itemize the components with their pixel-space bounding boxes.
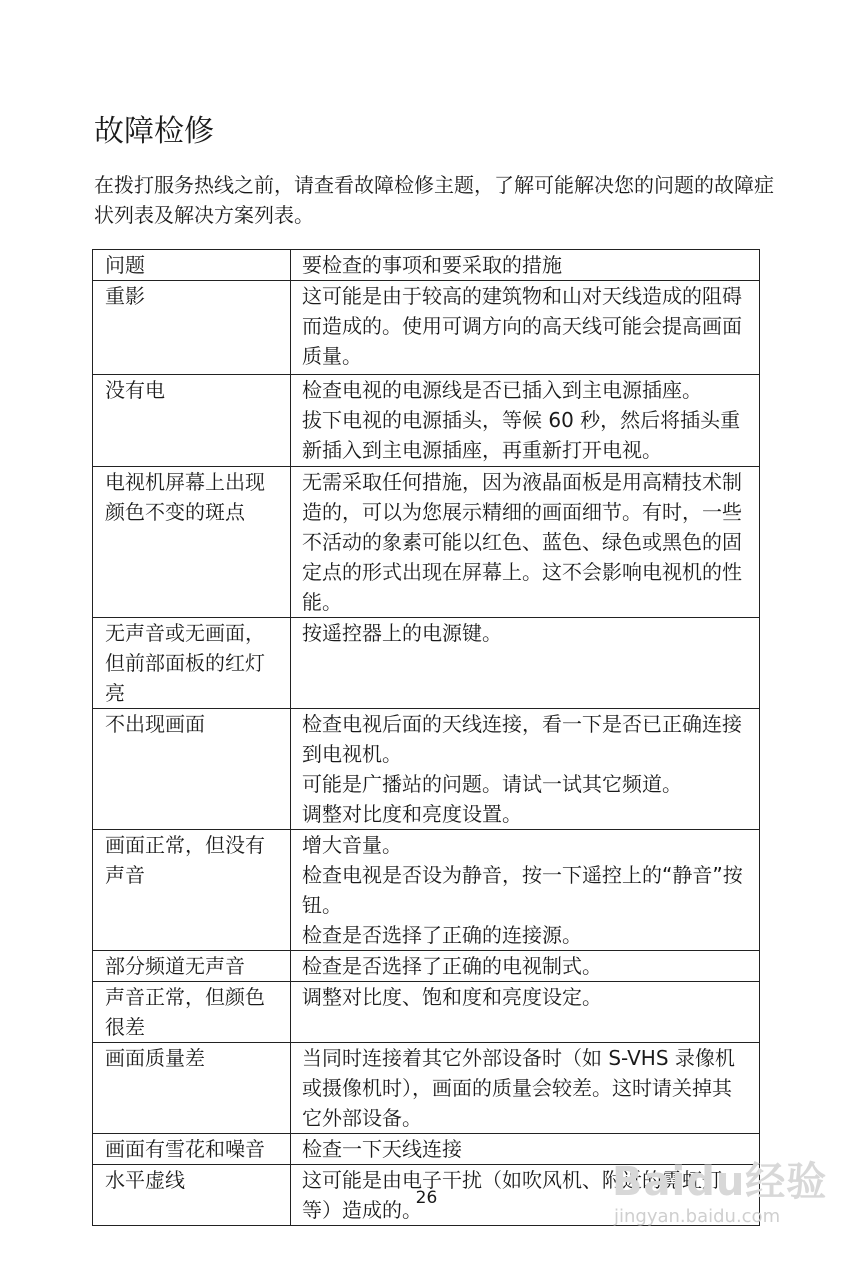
solution-cell xyxy=(291,709,760,830)
problem-text: 无声音或无画面，但前部面板的红灯亮 xyxy=(105,621,265,705)
problem-text: 画面有雪花和噪音 xyxy=(105,1137,265,1161)
solution-text: 检查电视后面的天线连接，看一下是否已正确连接到电视机。 xyxy=(302,712,742,766)
page-heading: 故障检修 xyxy=(94,114,214,149)
solution-text: 检查一下天线连接 xyxy=(302,1137,462,1161)
problem-cell xyxy=(93,951,291,982)
solution-text: 检查电视是否设为静音，按一下遥控上的“静音”按钮。 xyxy=(302,863,743,917)
table-row xyxy=(93,982,760,1043)
problem-cell xyxy=(93,375,291,467)
table-row xyxy=(93,709,760,830)
solution-text: 拔下电视的电源插头，等候 60 秒，然后将插头重新插入到主电源插座，再重新打开电视。 xyxy=(302,408,741,462)
problem-text: 水平虚线 xyxy=(105,1168,185,1192)
table-row xyxy=(93,281,760,375)
problem-cell xyxy=(93,1134,291,1165)
solution-cell xyxy=(291,467,760,618)
solution-cell xyxy=(291,281,760,375)
solution-text: 增大音量。 xyxy=(302,833,402,857)
solution-text: 当同时连接着其它外部设备时（如 S-VHS 录像机或摄像机时），画面的质量会较差。这时请关掉其它外部设备。 xyxy=(302,1046,735,1130)
solution-text: 这可能是由于较高的建筑物和山对天线造成的阻碍而造成的。使用可调方向的高天线可能会提高画面质量。 xyxy=(302,284,742,368)
problem-cell xyxy=(93,830,291,951)
problem-text: 电视机屏幕上出现颜色不变的斑点 xyxy=(105,470,265,524)
table-row xyxy=(93,467,760,618)
solution-cell xyxy=(291,951,760,982)
solution-text: 检查是否选择了正确的电视制式。 xyxy=(302,954,602,978)
problem-cell xyxy=(93,618,291,709)
table-row xyxy=(93,1043,760,1134)
solution-text: 可能是广播站的问题。请试一试其它频道。 xyxy=(302,772,682,796)
solution-text: 检查是否选择了正确的连接源。 xyxy=(302,923,582,947)
solution-text: 调整对比度和亮度设置。 xyxy=(302,802,522,826)
table-row xyxy=(93,618,760,709)
problem-text: 重影 xyxy=(105,284,145,308)
problem-cell xyxy=(93,281,291,375)
problem-text: 不出现画面 xyxy=(105,712,205,736)
watermark-url: jingyan.baidu.com xyxy=(614,1206,781,1227)
solution-text: 检查电视的电源线是否已插入到主电源插座。 xyxy=(302,378,702,402)
problem-text: 部分频道无声音 xyxy=(105,954,245,978)
troubleshooting-table xyxy=(92,249,760,1226)
problem-text: 声音正常，但颜色很差 xyxy=(105,985,265,1039)
table-row xyxy=(93,375,760,467)
solution-text: 无需采取任何措施，因为液晶面板是用高精技术制造的，可以为您展示精细的画面细节。有时，一些不活动的象素可能以红色、蓝色、绿色或黑色的固定点的形式出现在屏幕上。这不会影响电视机的性能。 xyxy=(302,470,742,614)
table-row xyxy=(93,951,760,982)
page-number: 26 xyxy=(415,1188,438,1208)
watermark-logo: Baidu经验 xyxy=(612,1159,828,1205)
solution-cell xyxy=(291,618,760,709)
problem-cell xyxy=(93,467,291,618)
solution-cell xyxy=(291,982,760,1043)
problem-cell xyxy=(93,982,291,1043)
solution-cell xyxy=(291,1043,760,1134)
header-problem: 问题 xyxy=(93,250,291,281)
table-header-row xyxy=(93,250,760,281)
intro-paragraph: 在拨打服务热线之前，请查看故障检修主题，了解可能解决您的问题的故障症状列表及解决方案列表。 xyxy=(94,173,774,227)
problem-cell xyxy=(93,709,291,830)
solution-cell xyxy=(291,830,760,951)
header-solution: 要检查的事项和要采取的措施 xyxy=(291,250,760,281)
baidu-watermark xyxy=(612,1148,832,1248)
solution-text: 调整对比度、饱和度和亮度设定。 xyxy=(302,985,602,1009)
problem-text: 没有电 xyxy=(105,378,165,402)
solution-text: 这可能是由电子干扰（如吹风机、附近的霓虹灯等）造成的。 xyxy=(302,1168,722,1222)
solution-text: 按遥控器上的电源键。 xyxy=(302,621,502,645)
problem-text: 画面质量差 xyxy=(105,1046,205,1070)
problem-text: 画面正常，但没有声音 xyxy=(105,833,265,887)
solution-cell xyxy=(291,375,760,467)
table-row xyxy=(93,830,760,951)
problem-cell xyxy=(93,1043,291,1134)
